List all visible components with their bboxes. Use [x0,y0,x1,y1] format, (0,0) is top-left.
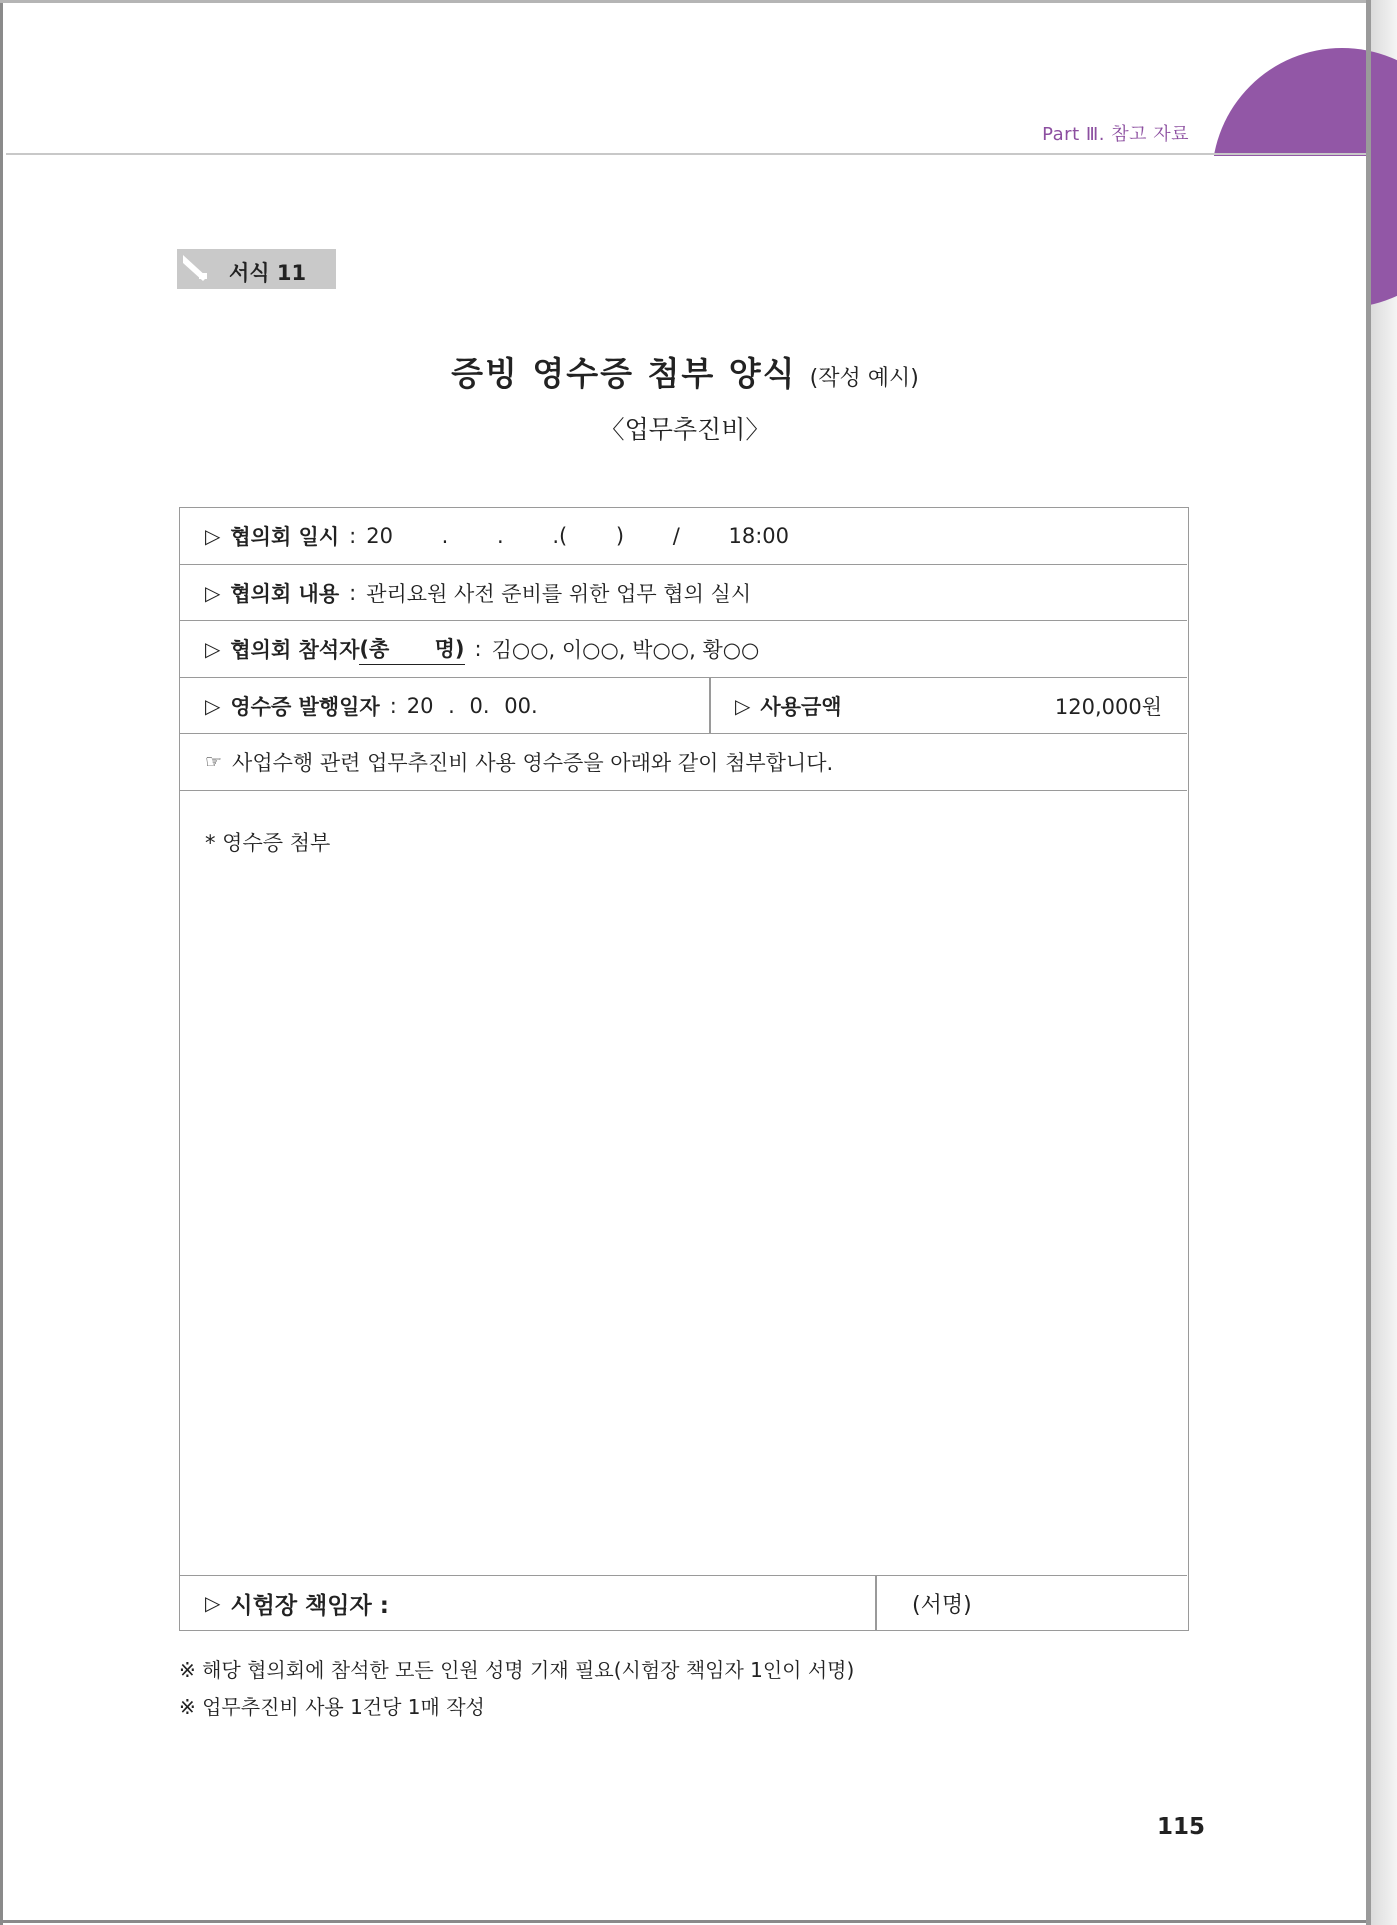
footnote: ※ 업무추진비 사용 1건당 1매 작성 [179,1695,485,1719]
receipt-date-value: 20 . 0. 00. [406,693,538,718]
triangle-marker-icon: ▷ [205,524,221,548]
triangle-marker-icon: ▷ [205,693,221,718]
meeting-content-label: 협의회 내용 [230,581,340,606]
corner-arrow-icon [183,255,209,281]
meeting-date-label: 협의회 일시 [230,525,340,549]
page-border-right [1366,0,1371,1925]
triangle-marker-icon: ▷ [205,1591,221,1615]
row-signer [180,1576,1187,1630]
attachment-label: * 영수증 첨부 [205,831,331,855]
title-main: 증빙 영수증 첨부 양식 [451,354,797,393]
signature-field: (서명) [912,1592,972,1618]
page-border-left [0,0,3,1925]
colon: : [389,693,397,718]
header-rule [6,153,1366,155]
triangle-marker-icon: ▷ [205,580,221,605]
column-divider [709,678,711,733]
meeting-date-value: 20 . . .( ) / 18:00 [366,524,789,548]
row-meeting-content [180,565,1187,621]
triangle-marker-icon: ▷ [205,637,221,661]
row-notice [180,734,1187,791]
footnotes [179,1652,854,1726]
signer-label: 시험장 책임자 : [230,1592,389,1619]
page-border-bottom [0,1920,1370,1923]
colon: : [349,524,357,548]
attendees-count-field: (총 명) [359,633,464,665]
amount-label: 사용금액 [760,694,842,719]
page-number: 115 [1157,1814,1206,1840]
document-subtitle: 〈업무추진비〉 [599,415,771,444]
notice-text: 사업수행 관련 업무추진비 사용 영수증을 아래와 같이 첨부합니다. [232,751,834,775]
attendees-value: 김○○, 이○○, 박○○, 황○○ [491,638,760,662]
receipt-form [179,507,1189,1631]
triangle-marker-icon: ▷ [735,693,751,718]
row-attendees [180,621,1187,678]
column-divider [875,1576,877,1630]
colon: : [474,637,482,661]
receipt-date-label: 영수증 발행일자 [230,694,380,719]
amount-value: 120,000원 [1054,694,1162,719]
colon: : [349,580,357,605]
part-label: Part Ⅲ. 참고 자료 [1042,124,1189,145]
footnote: ※ 해당 협의회에 참석한 모든 인원 성명 기재 필요(시험장 책임자 1인이 서명) [179,1658,855,1682]
document-title [0,348,1370,395]
form-tag [177,249,336,289]
row-meeting-date [180,508,1187,565]
pointing-hand-icon: ☞ [205,751,223,773]
form-tag-label: 서식 11 [229,261,307,285]
header-accent-mask [1180,156,1370,316]
page-border-top [0,0,1370,3]
meeting-content-value: 관리요원 사전 준비를 위한 업무 협의 실시 [366,581,752,606]
title-note: (작성 예시) [809,366,919,391]
receipt-attachment-area [180,791,1187,1576]
attendees-label: 협의회 참석자 [230,638,360,662]
row-receipt-amount [180,678,1187,734]
